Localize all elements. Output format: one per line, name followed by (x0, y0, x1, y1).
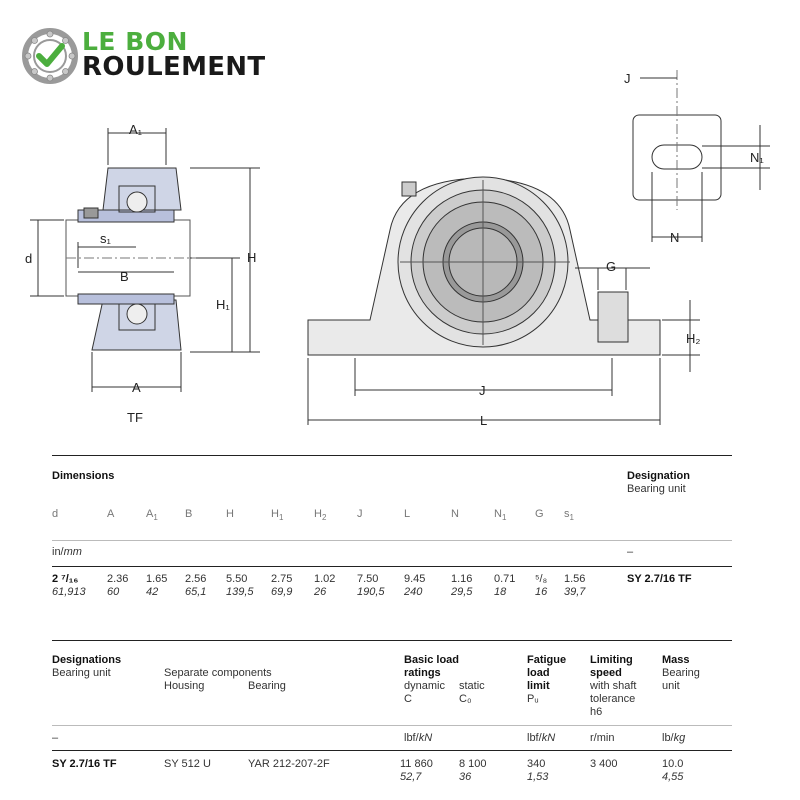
label-d: d (25, 251, 33, 266)
t2-unit-C: lbf/kN (404, 732, 433, 744)
t2-designations: Designations (52, 654, 122, 666)
label-N1: N₁ (750, 150, 764, 165)
label-H1: H₁ (216, 297, 230, 312)
row-in-B: 2.56 (185, 573, 207, 585)
unit-label: in/mm (52, 546, 82, 558)
table1-data-rule (52, 566, 732, 567)
row-mm-N: 29,5 (451, 586, 473, 598)
hdr-H: H (226, 508, 234, 520)
label-H2: H₂ (686, 331, 701, 346)
t2-unit-dash: – (52, 732, 59, 744)
row-in-H1: 2.75 (271, 573, 293, 585)
t2-row-C-kn: 52,7 (400, 771, 422, 783)
t2-sep-components: Separate components (164, 667, 272, 679)
t2-C: C (404, 693, 412, 705)
t2-row-mass-lb: 10.0 (662, 758, 684, 770)
hdr-d: d (52, 508, 59, 520)
row-mm-N1: 18 (494, 586, 507, 598)
row-in-J: 7.50 (357, 573, 379, 585)
hdr-B: B (185, 508, 193, 520)
row-mm-H: 139,5 (226, 586, 254, 598)
row-mm-B: 65,1 (185, 586, 207, 598)
designation-title: Designation (627, 470, 690, 482)
t2-row-C0-kn: 36 (459, 771, 472, 783)
label-A: A (132, 380, 141, 395)
t2-housing: Housing (164, 680, 205, 692)
row-designation: SY 2.7/16 TF (627, 573, 692, 585)
table1-title: Dimensions (52, 470, 115, 482)
designation-sub: Bearing unit (627, 483, 686, 495)
logo-line2: ROULEMENT (82, 52, 266, 82)
row-mm-A: 60 (107, 586, 120, 598)
hdr-N: N (451, 508, 459, 520)
row-mm-G: 16 (535, 586, 548, 598)
label-L: L (480, 413, 488, 428)
t2-unit-mass: lb/kg (662, 732, 686, 744)
t2-row-mass-kg: 4,55 (662, 771, 684, 783)
t2-bearing: Bearing (248, 680, 286, 692)
t2-bll-1: Basic load (404, 654, 460, 666)
hdr-s1: $s_1$ (564, 508, 574, 523)
unit-dash: – (627, 546, 634, 558)
t2-row-speed: 3 400 (590, 758, 618, 770)
t2-unit-speed: r/min (590, 732, 615, 744)
t2-row-C-lbf: 11 860 (400, 758, 433, 770)
hdr-L: L (404, 508, 411, 520)
label-N: N (670, 230, 680, 245)
label-A1: A₁ (129, 122, 143, 137)
t2-bll-2: ratings (404, 667, 441, 679)
hdr-J: J (357, 508, 363, 520)
hdr-H1: $H_1$ (271, 508, 284, 523)
row-in-N1: 0.71 (494, 573, 516, 585)
label-J: J (479, 383, 486, 398)
table2-top-rule (52, 640, 732, 641)
t2-row-Pu-kn: 1,53 (527, 771, 549, 783)
t2-Pu: Pᵤ (527, 693, 539, 705)
row-mm-H1: 69,9 (271, 586, 293, 598)
table2-mid-rule (52, 725, 732, 726)
t2-lim-5: h6 (590, 706, 603, 718)
row-in-L: 9.45 (404, 573, 426, 585)
label-TF: TF (127, 410, 143, 425)
section-view (30, 128, 260, 392)
row-in-A1: 1.65 (146, 573, 168, 585)
table2-data-rule (52, 750, 732, 751)
label-H: H (247, 250, 257, 265)
row-in-d: 2 ⁷/₁₆ (52, 573, 79, 585)
t2-mass-2: Bearing (662, 667, 700, 679)
t2-mass-3: unit (662, 680, 680, 692)
row-in-s1: 1.56 (564, 573, 586, 585)
t2-row-C0-lbf: 8 100 (459, 758, 487, 770)
t2-lim-1: Limiting (590, 654, 633, 666)
hdr-A: A (107, 508, 115, 520)
t2-fat-1: Fatigue (527, 654, 567, 666)
front-view (308, 177, 700, 425)
t2-lim-3: with shaft (590, 680, 637, 692)
table1-top-rule (52, 455, 732, 456)
t2-row-housing: SY 512 U (164, 758, 211, 770)
row-in-H: 5.50 (226, 573, 248, 585)
row-in-A: 2.36 (107, 573, 129, 585)
t2-static: static (459, 680, 485, 692)
label-s1: s₁ (100, 231, 111, 246)
hdr-A1: $A_1$ (146, 508, 158, 523)
row-mm-L: 240 (404, 586, 423, 598)
row-mm-d: 61,913 (52, 586, 86, 598)
row-mm-s1: 39,7 (564, 586, 586, 598)
row-mm-A1: 42 (146, 586, 159, 598)
t2-row-Pu-lbf: 340 (527, 758, 546, 770)
t2-mass-1: Mass (662, 654, 690, 666)
row-in-G: ⁵/₈ (535, 573, 548, 585)
row-in-H2: 1.02 (314, 573, 336, 585)
hdr-N1: $N_1$ (494, 508, 507, 523)
label-B: B (120, 269, 129, 284)
row-mm-H2: 26 (314, 586, 327, 598)
t2-row-unit: SY 2.7/16 TF (52, 758, 117, 770)
hdr-G: G (535, 508, 544, 520)
t2-fat-2: load (527, 667, 550, 679)
label-J-top: J (624, 71, 631, 86)
row-in-N: 1.16 (451, 573, 473, 585)
logo-line1: LE BON (82, 27, 188, 56)
table1-mid-rule (52, 540, 732, 541)
t2-lim-2: speed (590, 667, 622, 679)
t2-lim-4: tolerance (590, 693, 636, 705)
t2-bearing-unit: Bearing unit (52, 667, 111, 679)
hdr-H2: $H_2$ (314, 508, 327, 523)
label-G: G (606, 259, 617, 274)
t2-dynamic: dynamic (404, 680, 445, 692)
row-mm-J: 190,5 (357, 586, 385, 598)
t2-C0: C₀ (459, 693, 472, 705)
t2-row-bearing: YAR 212-207-2F (248, 758, 330, 770)
t2-fat-3: limit (527, 680, 550, 692)
t2-unit-Pu: lbf/kN (527, 732, 556, 744)
